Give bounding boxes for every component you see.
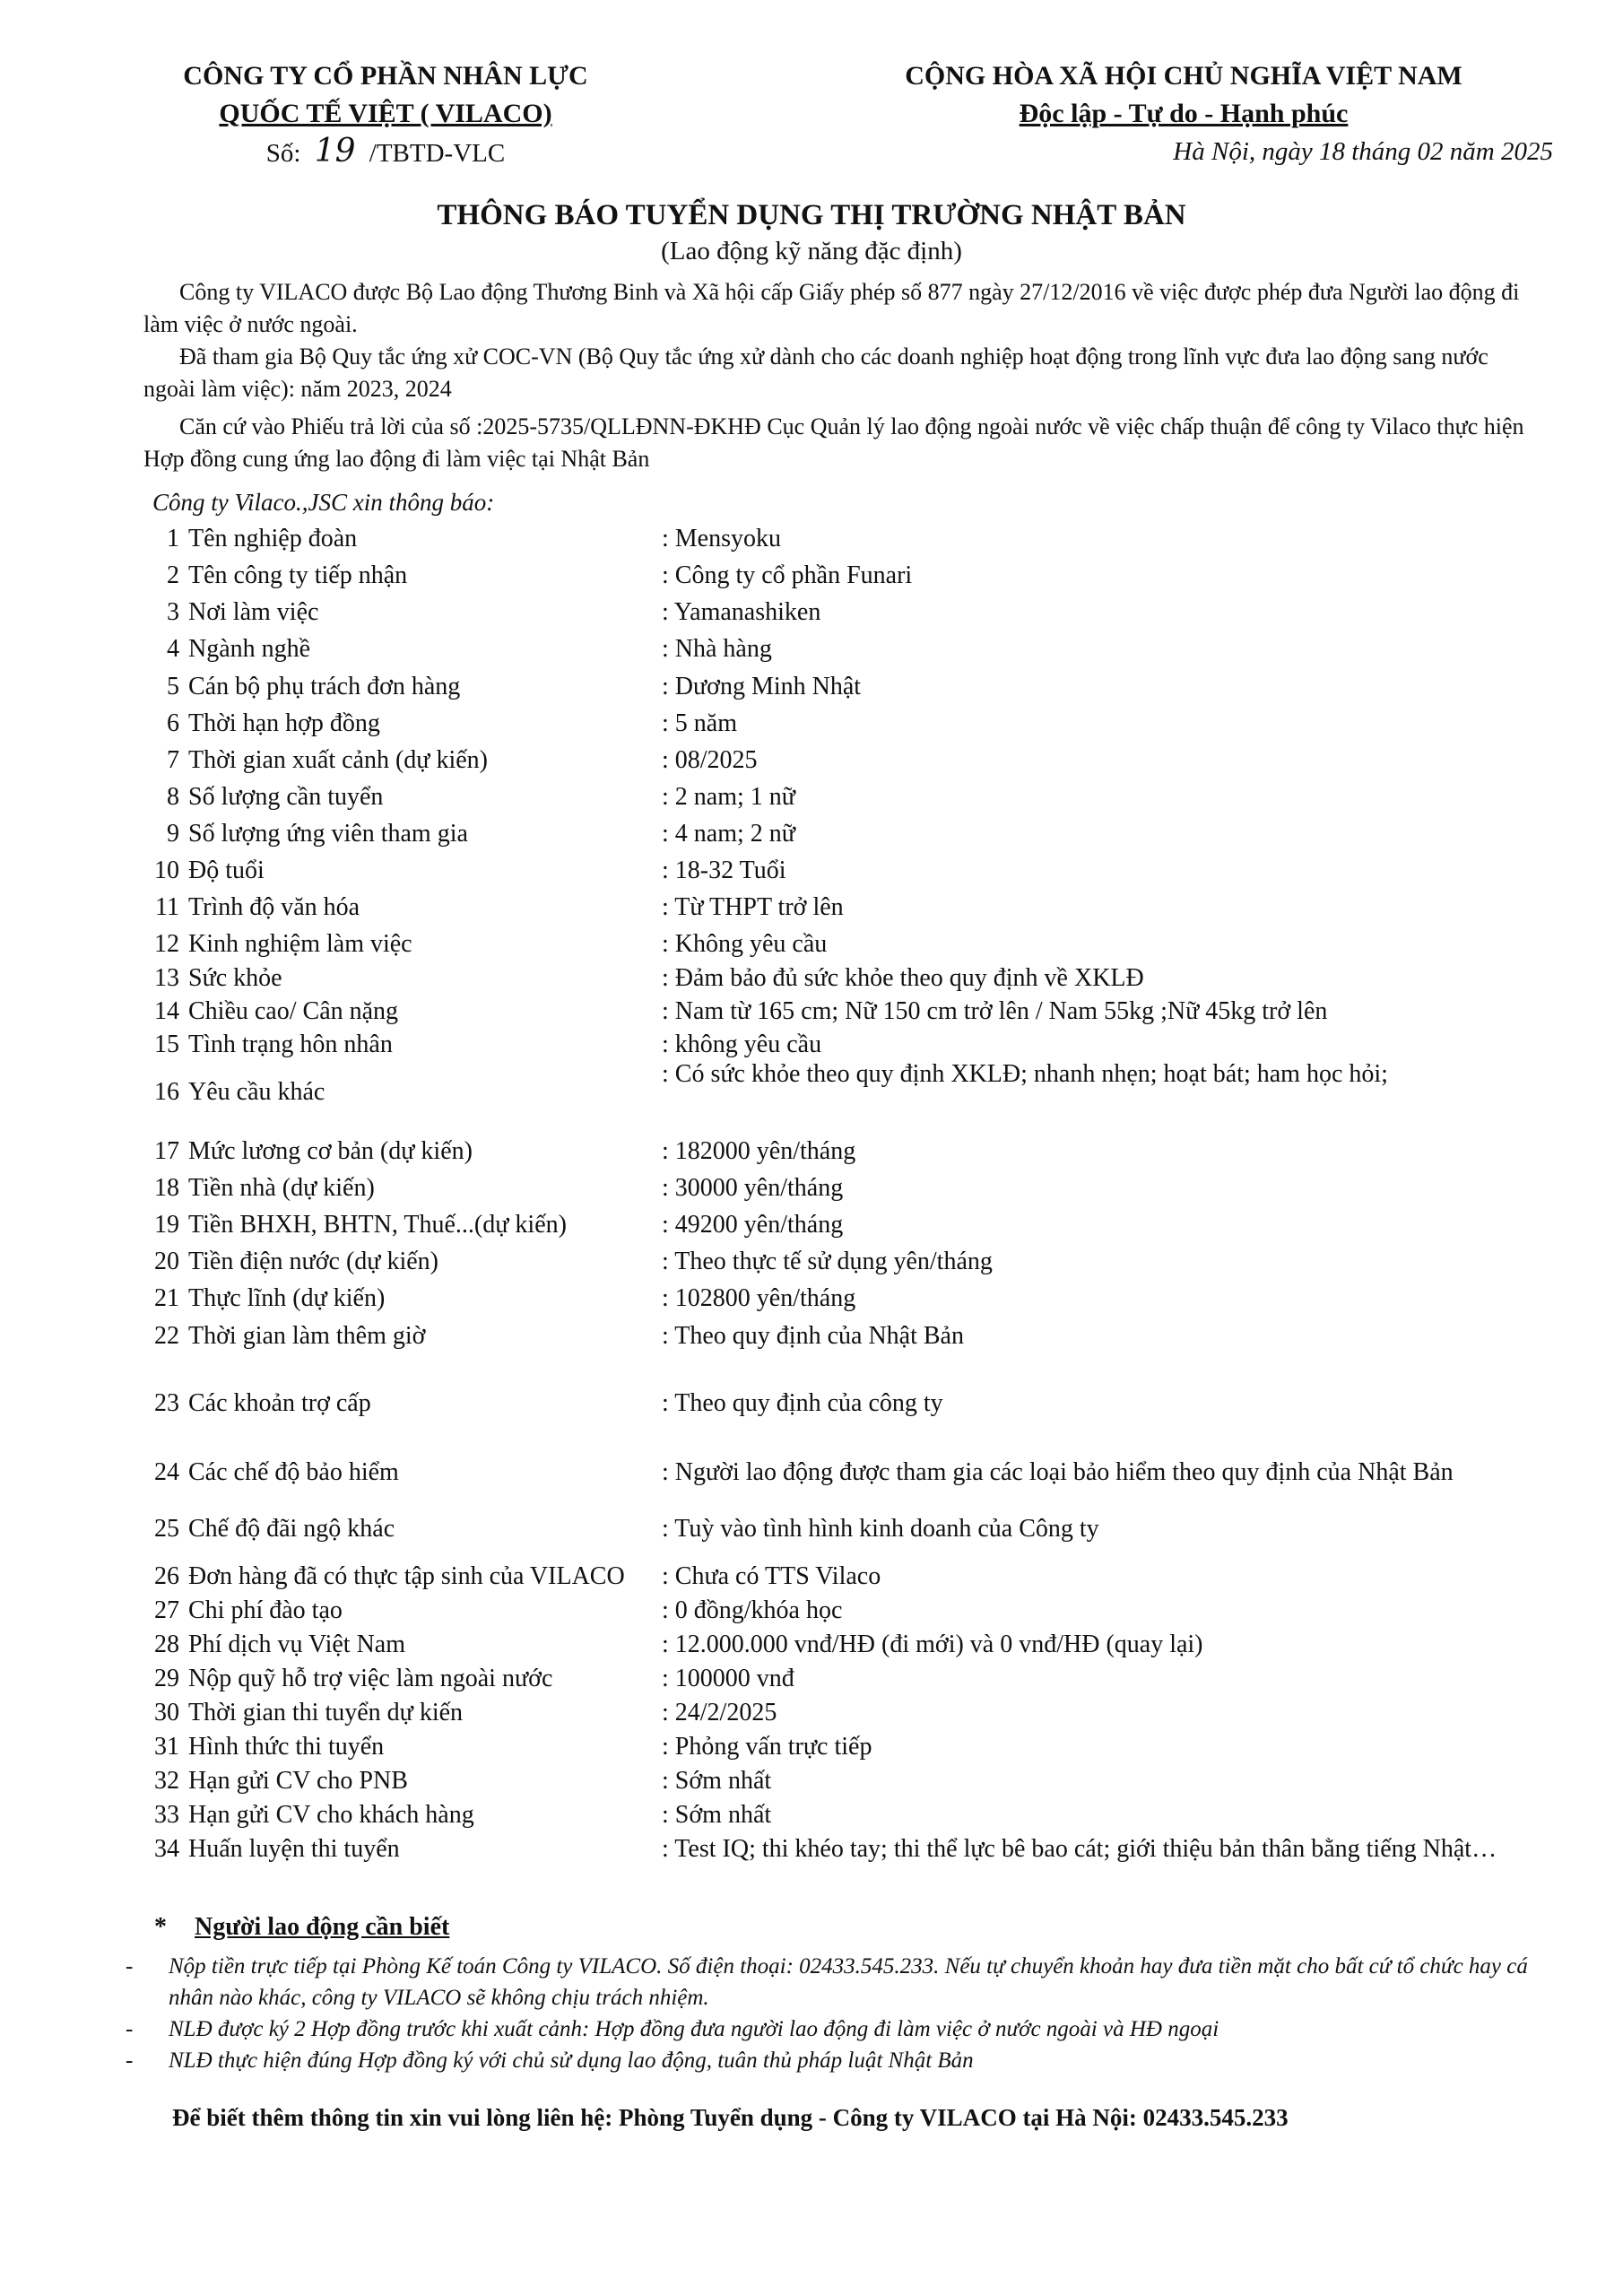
- detail-value: : Sớm nhất: [662, 1801, 772, 1829]
- detail-label: Kinh nghiệm làm việc: [188, 930, 412, 958]
- detail-number: 24: [154, 1458, 179, 1486]
- national-header: [807, 57, 1560, 170]
- detail-number: 25: [154, 1515, 179, 1543]
- detail-number: 13: [154, 964, 179, 992]
- detail-label: Thời gian làm thêm giờ: [188, 1322, 426, 1350]
- detail-number: 30: [154, 1699, 179, 1726]
- detail-label: Nộp quỹ hỗ trợ việc làm ngoài nước: [188, 1665, 553, 1692]
- detail-label: Số lượng cần tuyển: [188, 783, 384, 811]
- detail-number: 23: [154, 1389, 179, 1417]
- detail-value: : Đảm bảo đủ sức khỏe theo quy định về XKLĐ: [662, 964, 1144, 992]
- detail-value: : Theo quy định của công ty: [662, 1389, 943, 1417]
- detail-value: : Dương Minh Nhật: [662, 673, 862, 700]
- detail-number: 17: [154, 1137, 179, 1165]
- detail-label: Chiều cao/ Cân nặng: [188, 997, 399, 1025]
- detail-number: 22: [154, 1322, 179, 1350]
- detail-value: : Test IQ; thi khéo tay; thi thể lực bê bao cát; giới thiệu bản thân bằng tiếng Nhật…: [662, 1835, 1497, 1863]
- detail-number: 12: [154, 930, 179, 958]
- detail-value: : 100000 vnđ: [662, 1665, 794, 1692]
- detail-label: Tiền BHXH, BHTN, Thuế...(dự kiến): [188, 1211, 567, 1239]
- worker-note: [126, 2013, 1551, 2045]
- detail-number: 1: [167, 525, 179, 552]
- detail-value: : Không yêu cầu: [662, 930, 828, 958]
- detail-number: 8: [167, 783, 179, 811]
- detail-value: : không yêu cầu: [662, 1031, 822, 1058]
- detail-value: : 24/2/2025: [662, 1699, 777, 1726]
- detail-label: Phí dịch vụ Việt Nam: [188, 1631, 406, 1658]
- detail-label: Sức khỏe: [188, 964, 282, 992]
- detail-value: : Tuỳ vào tình hình kinh doanh của Công ty: [662, 1515, 1099, 1543]
- detail-value: : Có sức khỏe theo quy định XKLĐ; nhanh nhẹn; hoạt bát; ham học hỏi;: [662, 1060, 1388, 1088]
- detail-label: Tiền điện nước (dự kiến): [188, 1248, 438, 1275]
- detail-number: 34: [154, 1835, 179, 1863]
- detail-value: : 49200 yên/tháng: [662, 1211, 844, 1239]
- intro-paragraph-3: Căn cứ vào Phiếu trả lời của số :2025-5735/QLLĐNN-ĐKHĐ Cục Quản lý lao động ngoài nước về việc chấp thuận để công ty Vilaco thực hiện Hợp đồng cung ứng lao động đi làm việc tại Nhật Bản: [143, 413, 1524, 472]
- detail-label: Ngành nghề: [188, 635, 311, 663]
- detail-value: : 30000 yên/tháng: [662, 1174, 844, 1202]
- detail-number: 33: [154, 1801, 179, 1829]
- worker-note-text: NLĐ thực hiện đúng Hợp đồng ký với chủ sử dụng lao động, tuân thủ pháp luật Nhật Bản: [169, 2048, 974, 2073]
- detail-label: Đơn hàng đã có thực tập sinh của VILACO: [188, 1562, 625, 1590]
- notice-lead: Công ty Vilaco.,JSC xin thông báo:: [152, 489, 495, 516]
- detail-label: Chế độ đãi ngộ khác: [188, 1515, 395, 1543]
- note-dash: -: [126, 2017, 134, 2041]
- note-dash: -: [126, 2048, 134, 2073]
- detail-value: : Sớm nhất: [662, 1767, 772, 1795]
- detail-label: Các khoản trợ cấp: [188, 1389, 371, 1417]
- detail-label: Độ tuổi: [188, 857, 265, 884]
- worker-note-text: Nộp tiền trực tiếp tại Phòng Kế toán Công ty VILACO. Số điện thoại: 02433.545.233. Nếu tự chuyển khoản hay đưa tiền mặt cho bất cứ tổ chức hay cá nhân nào khác, công ty VILACO sẽ không chịu trách nhiệm.: [169, 1954, 1528, 2010]
- detail-value: : 0 đồng/khóa học: [662, 1596, 843, 1624]
- detail-value: : Yamanashiken: [662, 598, 821, 626]
- detail-number: 2: [167, 561, 179, 589]
- intro-paragraph-2: Đã tham gia Bộ Quy tắc ứng xử COC-VN (Bộ Quy tắc ứng xử dành cho các doanh nghiệp hoạt động trong lĩnh vực đưa lao động sang nước ngoài làm việc): năm 2023, 2024: [143, 344, 1488, 402]
- detail-value: : 102800 yên/tháng: [662, 1284, 856, 1312]
- detail-label: Tình trạng hôn nhân: [188, 1031, 393, 1058]
- company-name-line2: QUỐC TẾ VIỆT ( VILACO): [219, 99, 552, 128]
- detail-value: : Nam từ 165 cm; Nữ 150 cm trở lên / Nam 55kg ;Nữ 45kg trở lên: [662, 997, 1328, 1025]
- document-title: THÔNG BÁO TUYỂN DỤNG THỊ TRƯỜNG NHẬT BẢN: [437, 199, 1186, 231]
- national-motto: Độc lập - Tự do - Hạnh phúc: [1019, 99, 1349, 128]
- detail-number: 7: [167, 746, 179, 774]
- detail-number: 9: [167, 820, 179, 848]
- detail-number: 15: [154, 1031, 179, 1058]
- asterisk-marker: *: [154, 1913, 167, 1941]
- detail-label: Hạn gửi CV cho khách hàng: [188, 1801, 474, 1829]
- detail-value: : 4 nam; 2 nữ: [662, 820, 795, 848]
- detail-value: : Công ty cổ phần Funari: [662, 561, 913, 589]
- detail-label: Hạn gửi CV cho PNB: [188, 1767, 408, 1795]
- document-number: [135, 133, 637, 172]
- detail-value: : Theo quy định của Nhật Bản: [662, 1322, 964, 1350]
- document-number-handwritten: 19: [314, 133, 356, 170]
- detail-value: : Chưa có TTS Vilaco: [662, 1562, 881, 1590]
- detail-number: 32: [154, 1767, 179, 1795]
- document-number-suffix: /TBTD-VLC: [369, 139, 506, 168]
- detail-label: Chi phí đào tạo: [188, 1596, 343, 1624]
- worker-notes-heading: [154, 1913, 449, 1942]
- contact-line: Để biết thêm thông tin xin vui lòng liên hệ: Phòng Tuyển dụng - Công ty VILACO tại Hà Nội: 02433.545.233: [172, 2104, 1289, 2131]
- detail-number: 29: [154, 1665, 179, 1692]
- detail-value: : 18-32 Tuổi: [662, 857, 786, 884]
- detail-number: 5: [167, 673, 179, 700]
- detail-value: : Mensyoku: [662, 525, 781, 552]
- detail-value: : Nhà hàng: [662, 635, 772, 663]
- detail-label: Thời gian thi tuyển dự kiến: [188, 1699, 464, 1726]
- detail-number: 11: [155, 893, 179, 921]
- worker-notes-title: Người lao động cần biết: [195, 1913, 450, 1941]
- document-number-label: Số:: [265, 139, 301, 168]
- company-header: [135, 57, 637, 172]
- detail-number: 3: [167, 598, 179, 626]
- detail-label: Các chế độ bảo hiểm: [188, 1458, 399, 1486]
- detail-number: 16: [154, 1078, 179, 1106]
- detail-value: : 5 năm: [662, 709, 737, 737]
- detail-number: 21: [154, 1284, 179, 1312]
- worker-note: [126, 1951, 1551, 2013]
- worker-notes-list: [126, 1951, 1551, 2076]
- detail-number: 6: [167, 709, 179, 737]
- detail-number: 19: [154, 1211, 179, 1239]
- detail-number: 31: [154, 1733, 179, 1761]
- detail-label: Tên nghiệp đoàn: [188, 525, 358, 552]
- detail-number: 10: [154, 857, 179, 884]
- detail-label: Yêu cầu khác: [188, 1078, 325, 1106]
- intro-paragraph-1: Công ty VILACO được Bộ Lao động Thương Binh và Xã hội cấp Giấy phép số 877 ngày 27/12/2016 về việc được phép đưa Người lao động đi làm việc ở nước ngoài.: [143, 279, 1520, 337]
- detail-value: : 12.000.000 vnđ/HĐ (đi mới) và 0 vnđ/HĐ (quay lại): [662, 1631, 1203, 1658]
- detail-label: Cán bộ phụ trách đơn hàng: [188, 673, 461, 700]
- detail-value: : 08/2025: [662, 746, 758, 774]
- detail-label: Số lượng ứng viên tham gia: [188, 820, 468, 848]
- detail-value: : 182000 yên/tháng: [662, 1137, 856, 1165]
- note-dash: -: [126, 1954, 134, 1979]
- detail-number: 20: [154, 1248, 179, 1275]
- detail-number: 18: [154, 1174, 179, 1202]
- detail-label: Hình thức thi tuyển: [188, 1733, 385, 1761]
- detail-number: 28: [154, 1631, 179, 1658]
- detail-value: : Theo thực tế sử dụng yên/tháng: [662, 1248, 993, 1275]
- detail-label: Thời gian xuất cảnh (dự kiến): [188, 746, 488, 774]
- detail-label: Nơi làm việc: [188, 598, 319, 626]
- company-name-line1: CÔNG TY CỔ PHẦN NHÂN LỰC: [183, 61, 588, 91]
- worker-note: [126, 2045, 1551, 2076]
- detail-label: Huấn luyện thi tuyển: [188, 1835, 400, 1863]
- detail-label: Thời hạn hợp đồng: [188, 709, 380, 737]
- detail-value: : 2 nam; 1 nữ: [662, 783, 795, 811]
- detail-label: Tiền nhà (dự kiến): [188, 1174, 375, 1202]
- detail-label: Mức lương cơ bản (dự kiến): [188, 1137, 473, 1165]
- document-date: Hà Nội, ngày 18 tháng 02 năm 2025: [1173, 137, 1553, 166]
- nation-name: CỘNG HÒA XÃ HỘI CHỦ NGHĨA VIỆT NAM: [905, 61, 1462, 91]
- detail-number: 14: [154, 997, 179, 1025]
- detail-value: : Người lao động được tham gia các loại bảo hiểm theo quy định của Nhật Bản: [662, 1458, 1454, 1486]
- detail-label: Trình độ văn hóa: [188, 893, 360, 921]
- detail-number: 26: [154, 1562, 179, 1590]
- document-subtitle: (Lao động kỹ năng đặc định): [661, 237, 962, 265]
- detail-number: 27: [154, 1596, 179, 1624]
- worker-note-text: NLĐ được ký 2 Hợp đồng trước khi xuất cảnh: Hợp đồng đưa người lao động đi làm việc ở nước ngoài và HĐ ngoại: [169, 2017, 1219, 2041]
- detail-label: Thực lĩnh (dự kiến): [188, 1284, 386, 1312]
- detail-number: 4: [167, 635, 179, 663]
- detail-label: Tên công ty tiếp nhận: [188, 561, 408, 589]
- detail-value: : Phỏng vấn trực tiếp: [662, 1733, 872, 1761]
- detail-value: : Từ THPT trở lên: [662, 893, 844, 921]
